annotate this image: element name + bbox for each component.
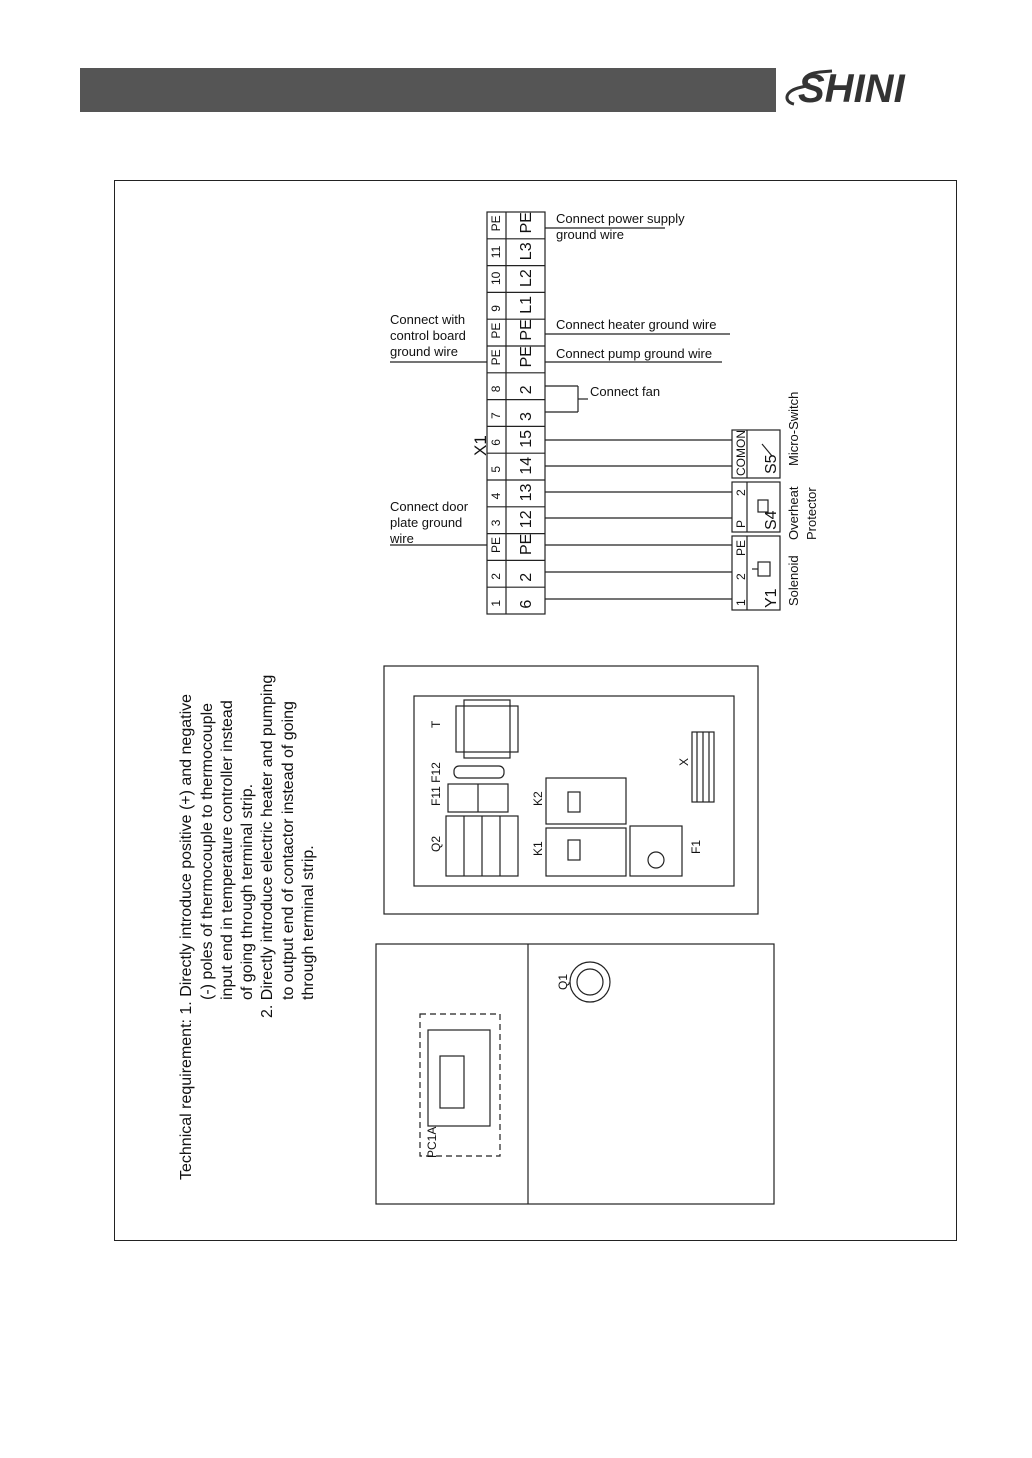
terminal-wire-label: PE: [518, 212, 535, 234]
pump-ground-note: Connect pump ground wire: [556, 346, 713, 361]
component-x: X: [677, 757, 691, 766]
power-ground-note-2: ground wire: [556, 227, 624, 242]
s4-id: S4: [763, 510, 780, 530]
front-panel-layout: [376, 944, 774, 1204]
tech-req-line-1: Technical requirement: 1. Directly introduce positive (+) and negative: [178, 693, 195, 1180]
s4-pin-p: P: [734, 519, 748, 528]
brand-name: SHINI: [798, 67, 905, 111]
tech-req-line-3: input end in temperature controller instead: [219, 700, 236, 1000]
component-f11-f12: F11 F12: [429, 762, 443, 806]
overheat-caption-2: Protector: [804, 487, 819, 540]
terminal-wire-label: 13: [518, 483, 535, 502]
terminal-wire-label: L2: [518, 269, 535, 287]
fan-note: Connect fan: [590, 384, 661, 399]
y1-pin-1: 1: [734, 599, 748, 606]
terminal-wire-label: 12: [518, 510, 535, 529]
s5-pin-comon: COMON: [734, 430, 748, 476]
terminal-wire-label: PE: [518, 533, 535, 555]
door-ground-note-3: wire: [390, 531, 414, 546]
component-q2: Q2: [429, 835, 443, 852]
component-k2: K2: [531, 791, 545, 806]
terminal-number: 11: [489, 245, 503, 259]
terminal-number: 6: [489, 439, 503, 446]
terminal-number: 3: [489, 519, 503, 527]
s4-pin-2: 2: [734, 489, 748, 496]
y1-pin-pe: PE: [734, 539, 748, 556]
terminal-number: PE: [489, 322, 503, 339]
control-board-ground-note-1: Connect with: [390, 312, 466, 327]
tech-req-line-2: (-) poles of thermocouple to thermocouple: [199, 702, 216, 1000]
terminal-number: PE: [489, 349, 503, 366]
terminal-number: 10: [489, 271, 503, 285]
terminal-number: 4: [489, 492, 503, 500]
tech-req-line-7: through terminal strip.: [300, 845, 317, 1000]
terminal-number: 9: [489, 305, 503, 312]
micro-switch-caption: Micro-Switch: [786, 391, 801, 466]
y1-id: Y1: [763, 588, 780, 608]
terminal-number: PE: [489, 536, 503, 553]
solenoid-caption: Solenoid: [786, 555, 801, 606]
technical-requirement: [178, 675, 317, 1180]
terminal-number: PE: [489, 215, 503, 232]
terminal-number: 5: [489, 465, 503, 473]
component-k1: K1: [531, 841, 545, 856]
tech-req-line-5: 2. Directly introduce electric heater and pumping: [259, 674, 276, 1018]
terminal-wire-label: 14: [518, 456, 535, 475]
terminal-number: 2: [489, 573, 503, 580]
control-board-ground-note-3: ground wire: [390, 344, 458, 359]
terminal-strip-label: X1: [471, 435, 490, 456]
terminal-number: 8: [489, 385, 503, 393]
component-t: T: [429, 720, 443, 728]
terminal-wire-label: 2: [518, 572, 535, 582]
terminal-wire-label: 6: [518, 599, 535, 609]
terminal-wire-label: 15: [518, 430, 535, 448]
door-ground-note-1: Connect door: [390, 499, 469, 514]
controller-pc1a: PC1A: [425, 1126, 439, 1158]
component-f1: F1: [689, 839, 703, 854]
device-wires: [390, 228, 732, 599]
tech-req-line-6: to output end of contactor instead of going: [280, 701, 297, 1000]
overheat-caption-1: Overheat: [786, 486, 801, 540]
tech-req-line-4: of going through terminal strip.: [239, 783, 256, 1000]
door-ground-note-2: plate ground: [390, 515, 463, 530]
terminal-wire-label: PE: [518, 346, 535, 368]
terminal-wire-label: L3: [518, 242, 535, 261]
power-ground-note-1: Connect power supply: [556, 211, 685, 226]
control-board-ground-note-2: control board: [390, 328, 466, 343]
heater-ground-note: Connect heater ground wire: [556, 317, 717, 332]
terminal-wire-label: L1: [518, 296, 535, 314]
terminal-number: 1: [489, 599, 503, 607]
terminal-wire-label: 2: [518, 385, 535, 395]
s5-id: S5: [763, 454, 780, 474]
terminal-number: 7: [489, 412, 503, 419]
switch-q1: Q1: [556, 973, 570, 990]
terminal-wire-label: 3: [518, 412, 535, 421]
terminal-wire-label: PE: [518, 319, 535, 341]
y1-pin-2: 2: [734, 573, 748, 580]
